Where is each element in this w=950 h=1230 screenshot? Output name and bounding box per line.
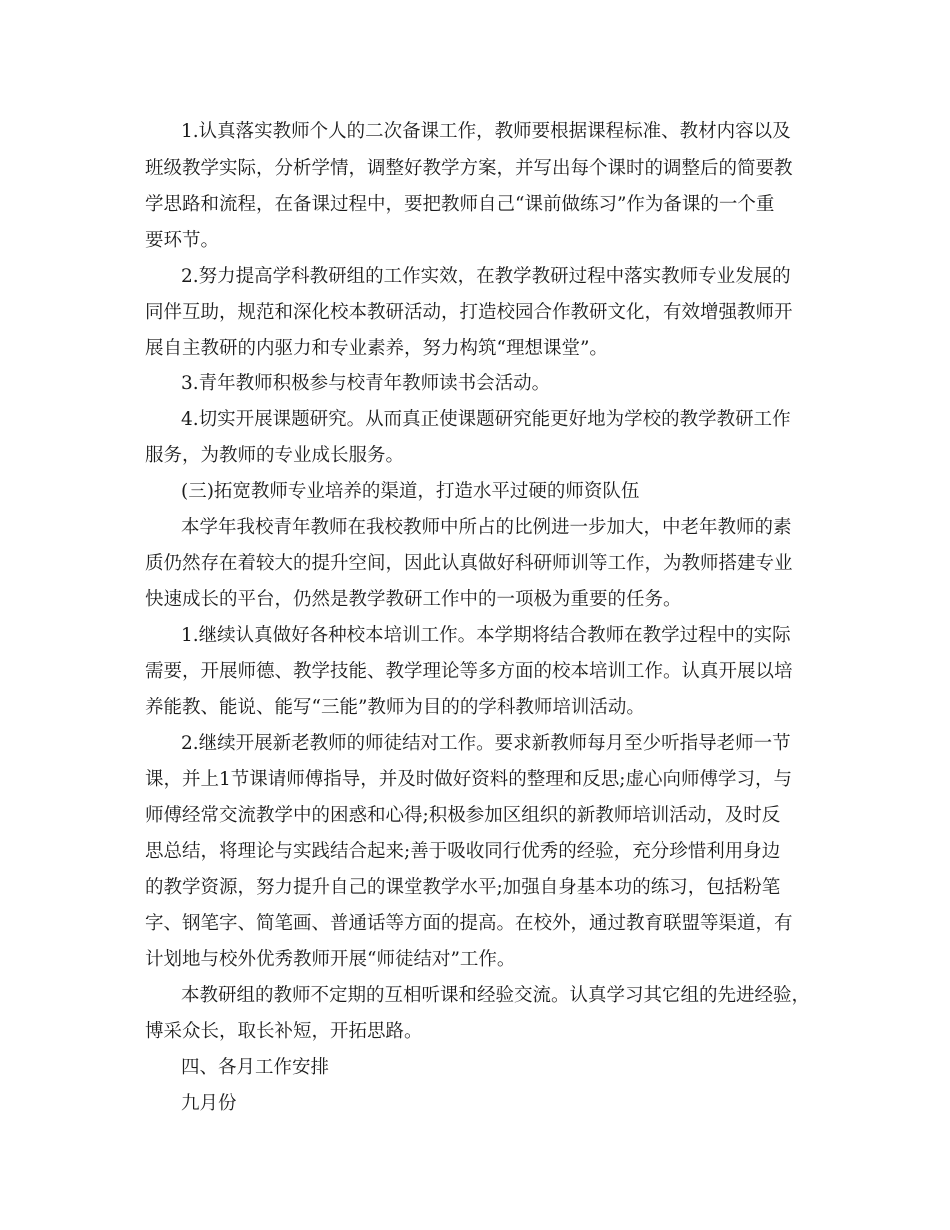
- paragraph-line: 要环节。: [145, 230, 220, 251]
- paragraph-line: 1.认真落实教师个人的二次备课工作，教师要根据课程标准、教材内容以及: [181, 121, 791, 142]
- paragraph-line: 字、钢笔字、简笔画、普通话等方面的提高。在校外，通过教育联盟等渠道，有: [145, 913, 793, 934]
- paragraph-line: 1.继续认真做好各种校本培训工作。本学期将结合教师在教学过程中的实际: [181, 625, 791, 646]
- paragraph-line: 计划地与校外优秀教师开展“师徒结对”工作。: [145, 949, 516, 970]
- paragraph-line: 需要，开展师德、教学技能、教学理论等多方面的校本培训工作。认真开展以培: [145, 661, 793, 682]
- paragraph-line: 2.继续开展新老教师的师徒结对工作。要求新教师每月至少听指导老师一节: [181, 733, 791, 754]
- paragraph-line: 3.青年教师积极参与校青年教师读书会活动。: [181, 373, 551, 394]
- paragraph-line: 本教研组的教师不定期的互相听课和经验交流。认真学习其它组的先进经验，: [181, 985, 811, 1006]
- paragraph-line: 师傅经常交流教学中的困惑和心得;积极参加区组织的新教师培训活动，及时反: [145, 805, 781, 826]
- paragraph-line: 班级教学实际，分析学情，调整好教学方案，并写出每个课时的调整后的简要教: [145, 158, 793, 179]
- paragraph-line: 服务，为教师的专业成长服务。: [145, 445, 405, 466]
- paragraph-line: 学思路和流程，在备课过程中，要把教师自己“课前做练习”作为备课的一个重: [145, 194, 775, 215]
- paragraph-line: 思总结，将理论与实践结合起来;善于吸收同行优秀的经验，充分珍惜利用身边: [145, 841, 781, 862]
- section-heading: 四、各月工作安排: [181, 1057, 330, 1078]
- paragraph-line: 快速成长的平台，仍然是教学教研工作中的一项极为重要的任务。: [145, 589, 682, 610]
- paragraph-line: 4.切实开展课题研究。从而真正使课题研究能更好地为学校的教学教研工作: [181, 409, 791, 430]
- paragraph-line: 展自主教研的内驱力和专业素养，努力构筑“理想课堂”。: [145, 338, 608, 359]
- paragraph-line: 质仍然存在着较大的提升空间，因此认真做好科研师训等工作，为教师搭建专业: [145, 553, 793, 574]
- paragraph-line: 博采众长，取长补短，开拓思路。: [145, 1021, 423, 1042]
- section-heading: 九月份: [181, 1093, 237, 1114]
- paragraph-line: 养能教、能说、能写“三能”教师为目的的学科教师培训活动。: [145, 697, 645, 718]
- paragraph-line: 的教学资源，努力提升自己的课堂教学水平;加强自身基本功的练习，包括粉笔: [145, 877, 781, 898]
- paragraph-line: 课，并上1节课请师傅指导，并及时做好资料的整理和反思;虚心向师傅学习，与: [145, 769, 793, 790]
- section-heading: (三)拓宽教师专业培养的渠道，打造水平过硬的师资队伍: [181, 481, 640, 502]
- paragraph-line: 2.努力提高学科教研组的工作实效，在教学教研过程中落实教师专业发展的: [181, 266, 791, 287]
- paragraph-line: 本学年我校青年教师在我校教师中所占的比例进一步加大，中老年教师的素: [181, 517, 792, 538]
- paragraph-line: 同伴互助，规范和深化校本教研活动，打造校园合作教研文化，有效增强教师开: [145, 302, 793, 323]
